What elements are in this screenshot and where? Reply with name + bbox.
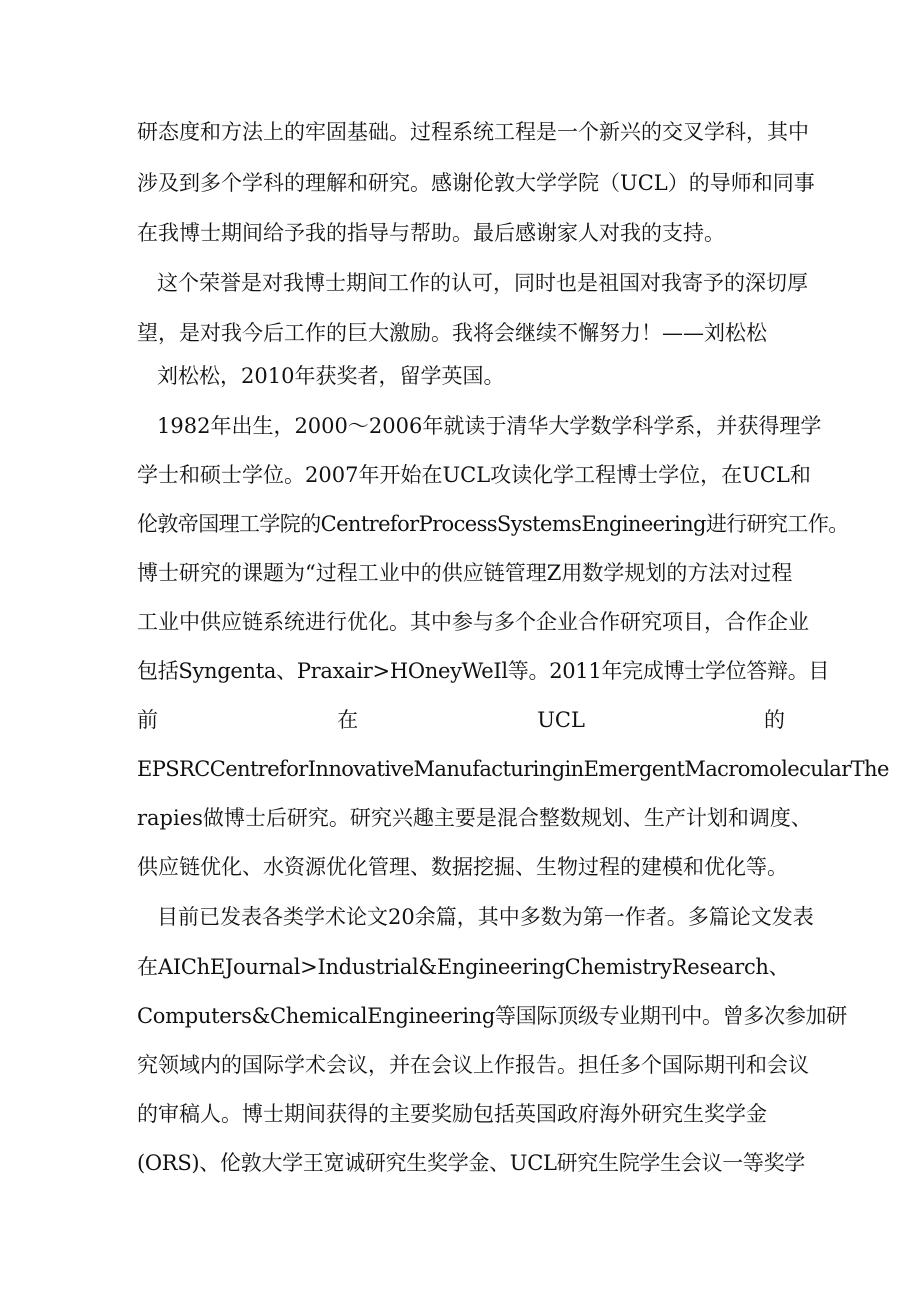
- text-line-11: 工业中供应链系统进行优化。其中参与多个企业合作研究项目，合作企业: [137, 610, 809, 634]
- line-18-word-2: AIChEJournal>Industrial&EngineeringChemistryResearch: [158, 955, 769, 979]
- text-line-22: (ORS)、伦敦大学王宽诚研究生奖学金、UCL研究生院学生会议一等奖学: [137, 1151, 806, 1175]
- text-line-5: 望，是对我今后工作的巨大激励。我将会继续不懈努力！——刘松松: [137, 321, 767, 345]
- text-line-10: 博士研究的课题为“过程工业中的供应链管理Z用数学规划的方法对过程: [137, 561, 793, 585]
- text-line-17: 目前已发表各类学术论文20余篇，其中多数为第一作者。多篇论文发表: [157, 905, 814, 929]
- text-line-8: 学士和硕士学位。2007年开始在UCL攻读化学工程博士学位，在UCL和: [137, 463, 811, 487]
- text-line-6: 刘松松，2010年获奖者，留学英国。: [157, 364, 505, 388]
- text-line-4: 这个荣誉是对我博士期间工作的认可，同时也是祖国对我寄予的深切厚: [157, 271, 808, 295]
- text-line-3: 在我博士期间给予我的指导与帮助。最后感谢家人对我的支持。: [137, 221, 725, 245]
- text-line-12: 包括Syngenta、Praxair>HOneyWeIl等。2011年完成博士学位答辩。目: [137, 659, 830, 683]
- text-line-18: [137, 952, 790, 982]
- line-18-word-1: 在: [137, 955, 158, 979]
- text-line-16: 供应链优化、水资源优化管理、数据挖掘、生物过程的建模和优化等。: [137, 855, 788, 879]
- line-18-word-3: 、: [768, 955, 790, 979]
- text-line-7: 1982年出生，2000～2006年就读于清华大学数学科学系，并获得理学: [157, 414, 822, 438]
- text-line-2: 涉及到多个学科的理解和研究。感谢伦敦大学学院（UCL）的导师和同事: [137, 171, 815, 195]
- text-line-21: 的审稿人。博士期间获得的主要奖励包括英国政府海外研究生奖学金: [137, 1102, 767, 1126]
- line-13-word-2: 在: [337, 708, 359, 732]
- text-line-19: Computers&ChemicalEngineering等国际顶级专业期刊中。曾多次参加研: [137, 1004, 847, 1028]
- text-line-9: 伦敦帝国理工学院的CentreforProcessSystemsEngineering进行研究工作。: [137, 512, 849, 536]
- text-line-14: EPSRCCentreforInnovativeManufacturinginEmergentMacromolecularThe: [137, 757, 889, 781]
- line-13-word-4: 的: [764, 708, 785, 732]
- text-line-13: [137, 705, 785, 735]
- text-line-15: rapies做博士后研究。研究兴趣主要是混合整数规划、生产计划和调度、: [137, 806, 812, 830]
- text-line-20: 究领域内的国际学术会议，并在会议上作报告。担任多个国际期刊和会议: [137, 1053, 809, 1077]
- line-13-word-3: UCL: [537, 708, 585, 732]
- line-13-word-1: 前: [137, 708, 158, 732]
- text-line-1: 研态度和方法上的牢固基础。过程系统工程是一个新兴的交叉学科，其中: [137, 120, 809, 144]
